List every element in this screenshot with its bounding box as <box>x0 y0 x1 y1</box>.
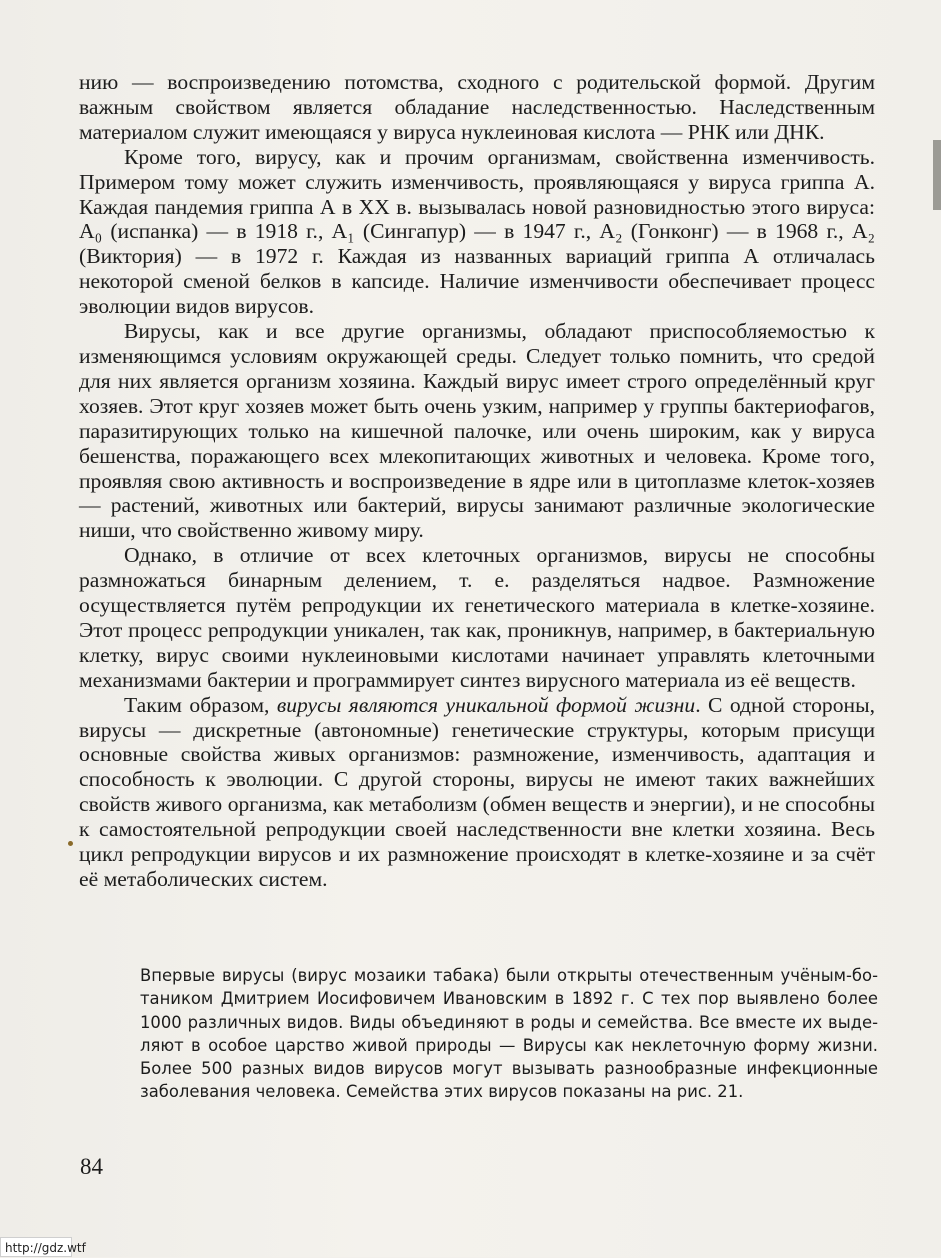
paragraph-4: Однако, в отличие от всех клеточных организмов, вирусы не способны размножаться бинарным делением, т. е. разделяться надвое. Размножение осуществляется путём репродукции их генетического материала в клетке-хозяине. Этот процесс репродукции уникален, так как, проникнув, например, в бактериальную клетку, вирус своими нуклеиновыми кислотами начинает управлять клеточными механизмами бактерии и программирует синтез вирусного материала из её веществ. <box>79 543 875 692</box>
paragraph-3: Вирусы, как и все другие организмы, обладают приспособляемостью к изменяющимся условиям окружающей среды. Следует только помнить, что средой для них является организм хозяина. Каждый вирус имеет строго определённый круг хозяев. Этот круг хозяев может быть очень узким, например у группы бактериофагов, паразитирующих только на кишечной палочке, или очень широким, как у вируса бешенства, поражающего всех млекопитающих животных и человека. Кроме того, проявляя свою активность и воспроизведение в ядре или в цитоплазме клеток-хозяев — растений, животных или бактерий, вирусы занимают различные экологические ниши, что свойственно живому миру. <box>79 319 875 543</box>
page-edge-shadow <box>933 140 941 210</box>
source-watermark: http://gdz.wtf <box>0 1237 72 1257</box>
margin-dot <box>68 841 73 846</box>
page-number: 84 <box>80 1154 103 1179</box>
paragraph-2: Кроме того, вирусу, как и прочим организмам, свойственна изменчивость. Примером тому может служить изменчивость, проявляющаяся у вируса гриппа А. Каждая пандемия гриппа А в XX в. вызывалась новой разновидностью этого вируса: A₀ (испанка) — в 1918 г., A₁ (Сингапур) — в 1947 г., A₂ (Гонконг) — в 1968 г., A₂ (Виктория) — в 1972 г. Каждая из названных вариаций гриппа А отличалась некоторой сменой белков в капсиде. Наличие изменчивости обеспечивает процесс эволюции видов вирусов. <box>79 144 875 319</box>
main-text <box>79 70 875 892</box>
paragraph-5-rest: . С одной стороны, вирусы — дискретные (автономные) генетические структуры, которым присущи основные свойства живых организмов: размножение, изменчивость, адаптация и способность к эволюции. С другой стороны, вирусы не имеют таких важнейших свойств живого организма, как метаболизм (обмен веществ и энергии), и не способны к самостоятельной репродукции своей наследственности вне клетки хозяина. Весь цикл репродукции вирусов и их размножение происходят в клетке-хозяине и за счёт её метаболических систем. <box>79 692 875 891</box>
info-note-text: Впервые вирусы (вирус мозаики табака) были открыты отечественным учёным-ботаником Дмитрием Иосифовичем Ивановским в 1892 г. С тех пор выявлено более 1000 различных видов. Виды объединяют в роды и семейства. Все вместе их выделяют в особое царство живой природы — Вирусы как неклеточную форму жизни. Более 500 разных видов вирусов могут вызывать разнообразные инфекционные заболевания человека. Семейства этих вирусов показаны на рис. 21. <box>140 966 878 1102</box>
info-note <box>140 964 878 1104</box>
key-statement: вирусы являются уникальной формой жизни <box>276 692 696 717</box>
paragraph-1: нию — воспроизведению потомства, сходного с родительской формой. Другим важным свойством является обладание наследственностью. Наследственным материалом служит имеющаяся у вируса нуклеиновая кислота — РНК или ДНК. <box>79 70 875 144</box>
paragraph-5 <box>79 693 875 892</box>
paragraph-5-intro: Таким образом, <box>124 692 277 717</box>
